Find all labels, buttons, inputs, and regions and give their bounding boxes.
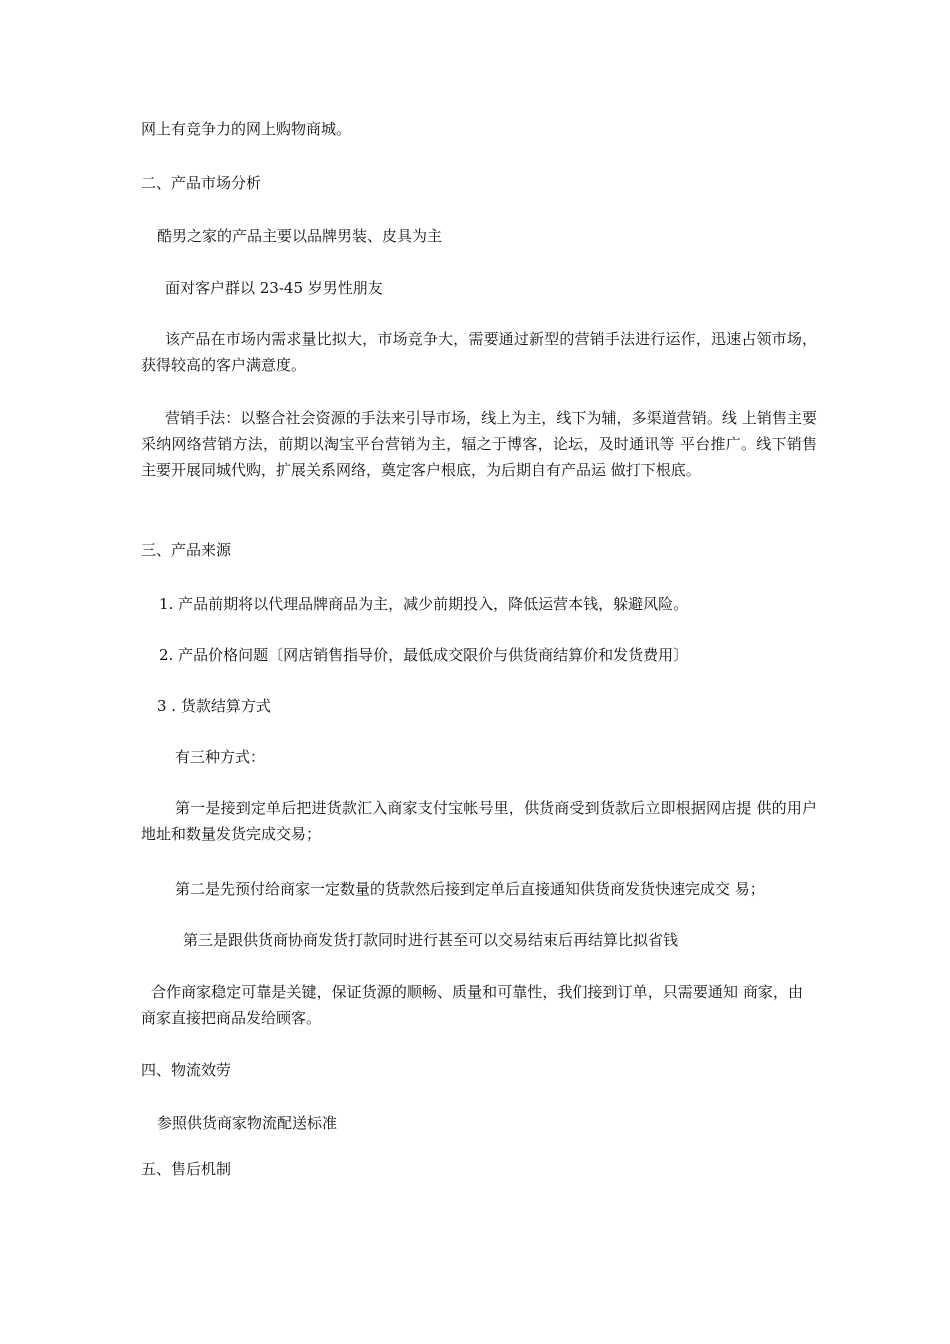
paragraph-intro-end: 网上有竞争力的网上购物商城。 xyxy=(141,120,352,138)
paragraph-marketing-method: 营销手法：以整合社会资源的手法来引导市场，线上为主，线下为辅，多渠道营销。线 上销售主要采纳网络营销方法，前期以淘宝平台营销为主，辐之于博客，论坛，及时通讯等 平台推广。线下销售主要开展同城代购，扩展关系网络，奠定客户根底，为后期自有产品运 做打下根底。 xyxy=(141,409,817,479)
paragraph-method-two: 第二是先预付给商家一定数量的货款然后接到定单后直接通知供货商发货快速完成交 易； xyxy=(175,880,765,898)
list-item-1: 1. 产品前期将以代理品牌商品为主，减少前期投入，降低运营本钱，躲避风险。 xyxy=(159,595,689,613)
section-heading-logistics: 四、物流效劳 xyxy=(141,1061,232,1079)
list-item-3: 3 . 货款结算方式 xyxy=(157,697,271,715)
list-item-2: 2. 产品价格问题〔网店销售指导价，最低成交限价与供货商结算价和发货费用〕 xyxy=(159,646,689,664)
paragraph-target-customers: 面对客户群以 23-45 岁男性朋友 xyxy=(165,279,383,297)
paragraph-method-three: 第三是跟供货商协商发货打款同时进行甚至可以交易结束后再结算比拟省钱 xyxy=(183,931,679,949)
paragraph-product-focus: 酷男之家的产品主要以品牌男装、皮具为主 xyxy=(157,227,443,245)
paragraph-supplier-reliability: 合作商家稳定可靠是关键，保证货源的顺畅、质量和可靠性，我们接到订单，只需要通知 商家，由商家直接把商品发给顾客。 xyxy=(141,983,803,1027)
paragraph-method-one: 第一是接到定单后把进货款汇入商家支付宝帐号里，供货商受到货款后立即根据网店提 供的用户地址和数量发货完成交易； xyxy=(141,799,817,843)
section-heading-after-sales: 五、售后机制 xyxy=(141,1160,232,1178)
paragraph-logistics-standard: 参照供货商家物流配送标准 xyxy=(157,1114,338,1132)
section-heading-product-source: 三、产品来源 xyxy=(141,541,232,559)
section-heading-market-analysis: 二、产品市场分析 xyxy=(141,174,262,192)
paragraph-three-methods: 有三种方式： xyxy=(175,748,266,766)
paragraph-market-demand: 该产品在市场内需求量比拟大，市场竞争大，需要通过新型的营销手法进行运作，迅速占领市场，获得较高的客户满意度。 xyxy=(141,330,817,374)
